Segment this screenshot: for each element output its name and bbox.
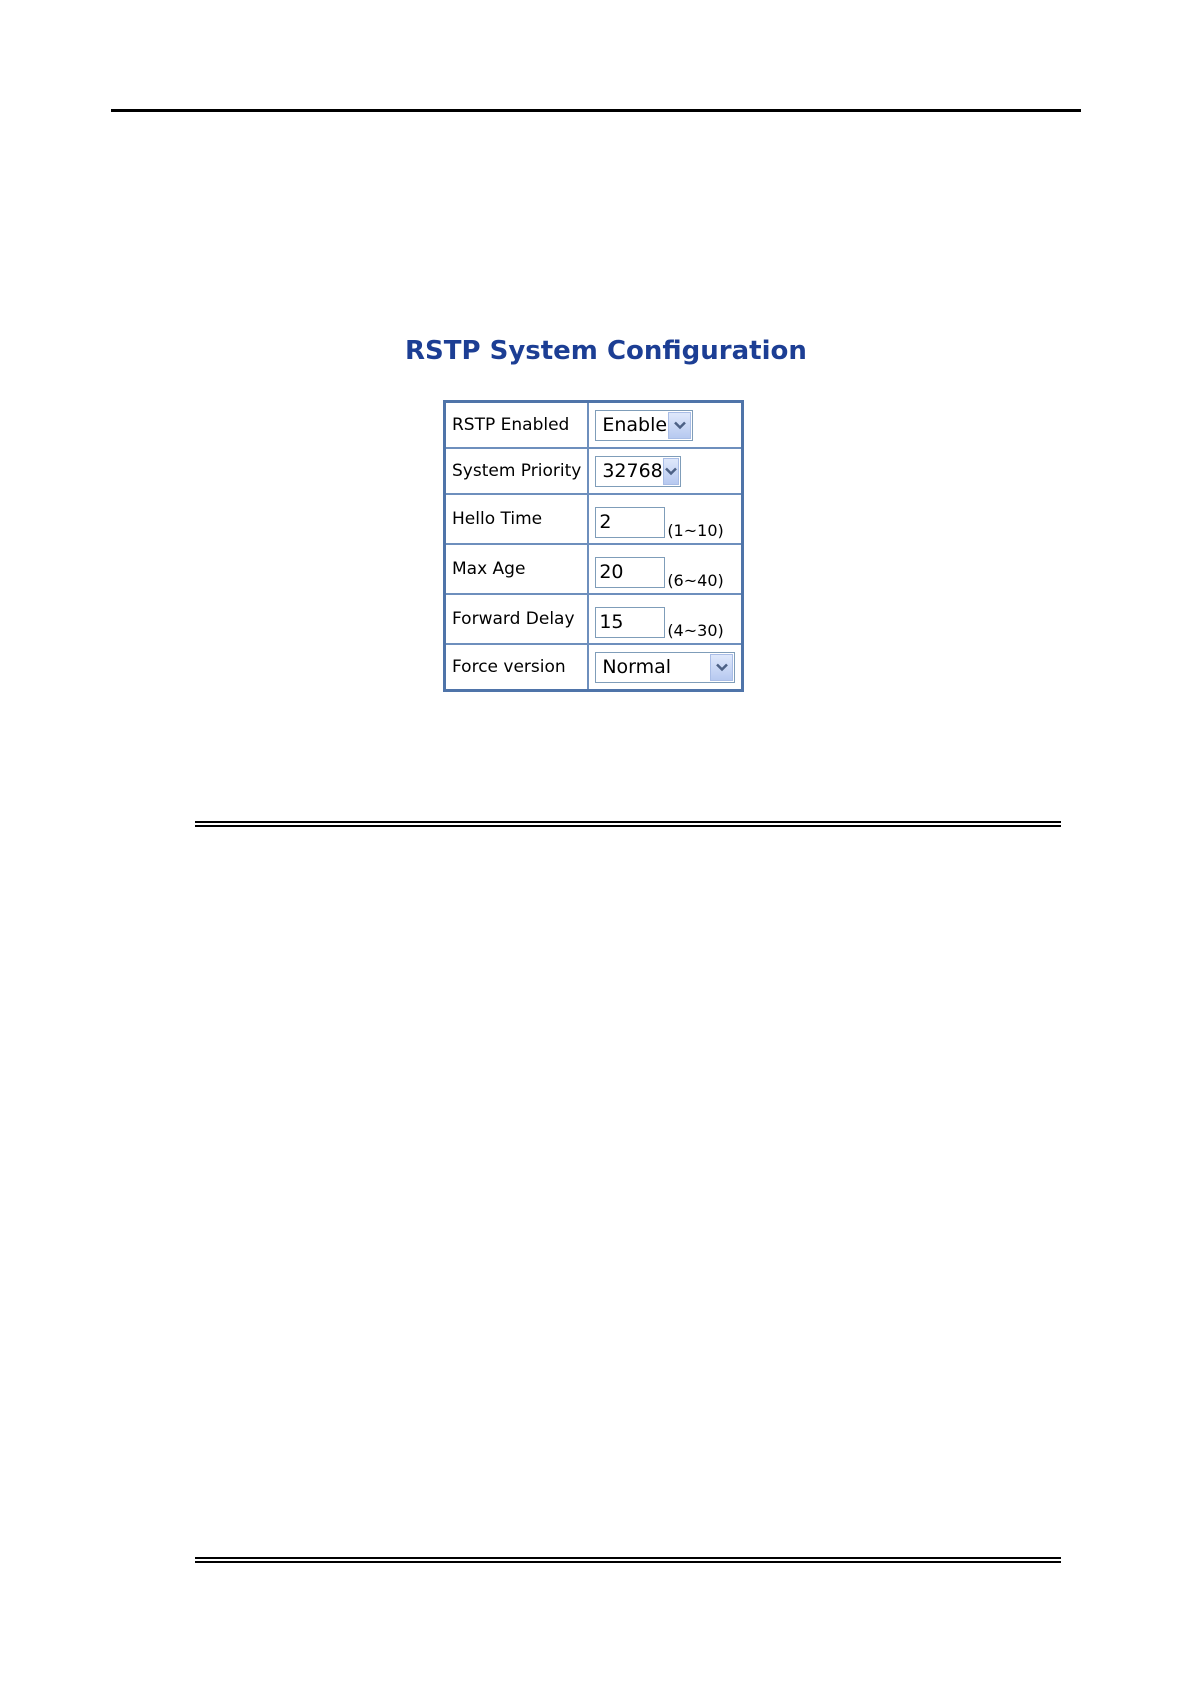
rstp-enabled-label: RSTP Enabled — [445, 402, 589, 449]
header-rule — [111, 109, 1081, 112]
force-version-value: Normal — [602, 656, 672, 678]
table-row — [445, 644, 743, 691]
forward-delay-label: Forward Delay — [445, 594, 589, 644]
max-age-range: (6~40) — [667, 570, 724, 590]
forward-delay-cell — [588, 594, 743, 644]
forward-delay-field — [595, 601, 735, 638]
max-age-cell — [588, 544, 743, 594]
chevron-down-icon[interactable] — [710, 654, 733, 681]
forward-delay-input[interactable] — [595, 607, 665, 638]
table-row — [445, 448, 743, 494]
hello-time-input[interactable] — [595, 507, 665, 538]
force-version-cell — [588, 644, 743, 691]
section-divider — [195, 821, 1061, 823]
hello-time-label: Hello Time — [445, 494, 589, 544]
system-priority-cell — [588, 448, 743, 494]
system-priority-value: 32768 — [602, 460, 663, 482]
rstp-enabled-select[interactable] — [595, 410, 693, 441]
hello-time-cell — [588, 494, 743, 544]
table-row — [445, 494, 743, 544]
max-age-field — [595, 551, 735, 588]
hello-time-range: (1~10) — [667, 520, 724, 540]
footer-rule — [195, 1557, 1061, 1559]
max-age-input[interactable] — [595, 557, 665, 588]
forward-delay-range: (4~30) — [667, 620, 724, 640]
force-version-select[interactable] — [595, 652, 735, 683]
system-priority-select[interactable] — [595, 456, 681, 487]
table-row — [445, 544, 743, 594]
chevron-down-icon[interactable] — [668, 412, 691, 439]
page-title: RSTP System Configuration — [405, 336, 807, 366]
rstp-enabled-value: Enable — [602, 414, 668, 436]
rstp-enabled-cell — [588, 402, 743, 449]
max-age-label: Max Age — [445, 544, 589, 594]
table-row — [445, 594, 743, 644]
rstp-config-table — [443, 400, 744, 692]
system-priority-label: System Priority — [445, 448, 589, 494]
force-version-label: Force version — [445, 644, 589, 691]
chevron-down-icon[interactable] — [663, 458, 680, 485]
table-row — [445, 402, 743, 449]
hello-time-field — [595, 501, 735, 538]
